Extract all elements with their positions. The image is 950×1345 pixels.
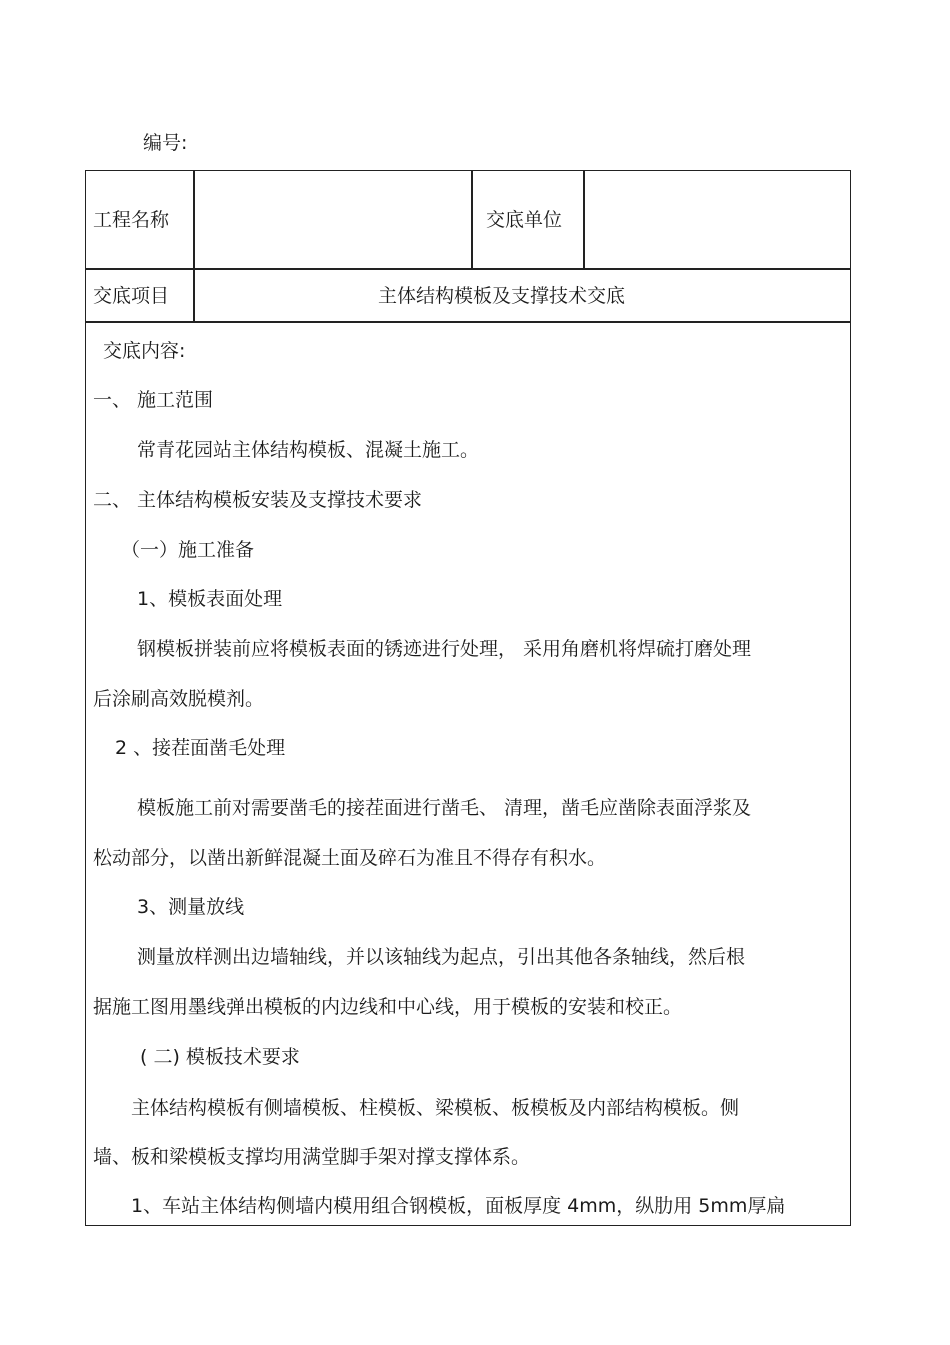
- disclosure-item-value: 主体结构模板及支撑技术交底: [378, 285, 626, 307]
- paragraph-line: 常青花园站主体结构模板、混凝土施工。: [137, 439, 480, 461]
- item-heading: 2 、接茬面凿毛处理: [115, 737, 286, 759]
- table-divider: [85, 268, 851, 270]
- paragraph-line: 主体结构模板有侧墙模板、柱模板、梁模板、板模板及内部结构模板。侧: [131, 1097, 740, 1119]
- section-heading: 一、 施工范围: [93, 389, 214, 411]
- content-heading: 交底内容:: [103, 340, 186, 362]
- paragraph-line: 钢模板拼装前应将模板表面的锈迹进行处理， 采用角磨机将焊硫打磨处理: [137, 638, 752, 660]
- paragraph-line: 模板施工前对需要凿毛的接茬面进行凿毛、 清理，凿毛应凿除表面浮浆及: [137, 797, 752, 819]
- paragraph-line: 墙、板和梁模板支撑均用满堂脚手架对撑支撑体系。: [93, 1146, 531, 1168]
- paragraph-line: 1、车站主体结构侧墙内模用组合钢模板，面板厚度 4mm，纵肋用 5mm厚扁: [131, 1195, 786, 1217]
- table-divider: [85, 321, 851, 323]
- subsection-heading: ( 二) 模板技术要求: [140, 1046, 300, 1068]
- paragraph-line: 测量放样测出边墙轴线，并以该轴线为起点，引出其他各条轴线，然后根: [137, 946, 746, 968]
- section-heading: 二、 主体结构模板安装及支撑技术要求: [93, 489, 423, 511]
- serial-number-label: 编号:: [143, 132, 188, 154]
- disclosure-item-label: 交底项目: [93, 285, 170, 307]
- paragraph-line: 松动部分，以凿出新鲜混凝土面及碎石为准且不得存有积水。: [93, 847, 607, 869]
- table-divider: [471, 170, 473, 269]
- item-heading: 1、模板表面处理: [137, 588, 283, 610]
- disclosure-unit-label: 交底单位: [486, 209, 563, 231]
- table-divider: [193, 170, 195, 322]
- project-name-label: 工程名称: [93, 209, 170, 231]
- table-divider: [583, 170, 585, 269]
- paragraph-line: 后涂刷高效脱模剂。: [93, 688, 265, 710]
- subsection-heading: （一）施工准备: [121, 539, 255, 561]
- paragraph-line: 据施工图用墨线弹出模板的内边线和中心线，用于模板的安装和校正。: [93, 996, 683, 1018]
- item-heading: 3、测量放线: [137, 896, 245, 918]
